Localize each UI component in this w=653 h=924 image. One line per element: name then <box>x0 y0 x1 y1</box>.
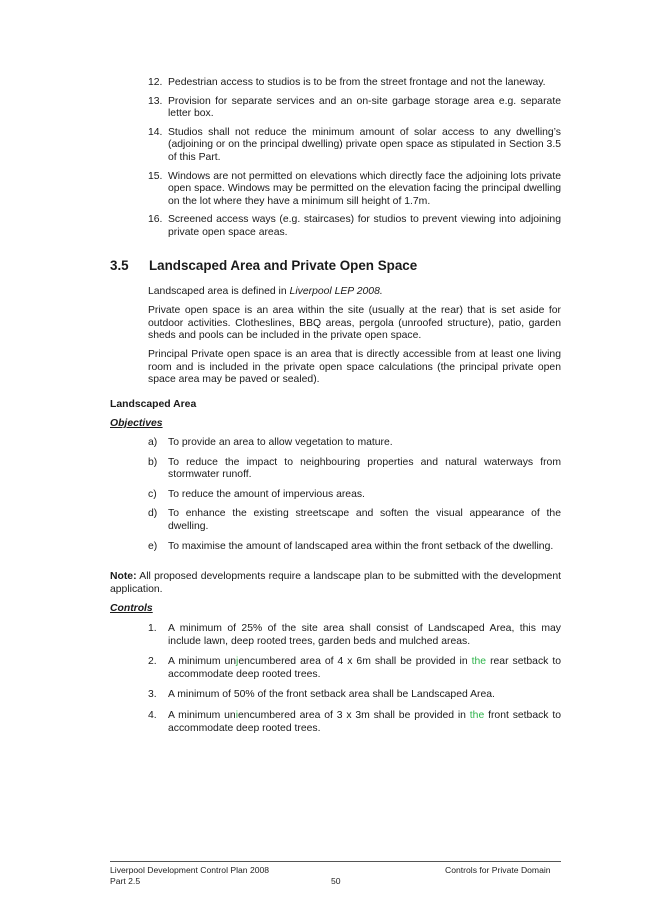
list-number: 13. <box>148 95 163 107</box>
list-text: To provide an area to allow vegetation to mature. <box>168 437 393 448</box>
list-item <box>148 96 561 121</box>
list-text: To maximise the amount of landscaped area within the front setback of the dwelling. <box>168 540 554 552</box>
list-text: Provision for separate services and an on-site garbage storage area e.g. separate letter box. <box>168 95 561 120</box>
list-letter: b) <box>148 456 158 468</box>
list-item <box>148 508 561 533</box>
definition-reference: Liverpool LEP 2008. <box>289 286 383 297</box>
footer-part: Part 2.5 <box>110 875 141 886</box>
definition-text: Landscaped area is defined in <box>148 286 290 297</box>
list-item <box>148 541 561 554</box>
footer-document-title: Liverpool Development Control Plan 2008 <box>110 865 270 875</box>
list-text: Pedestrian access to studios is to be from the street frontage and not the laneway. <box>168 77 546 88</box>
landscaped-area-heading: Landscaped Area <box>110 399 197 410</box>
list-text <box>168 656 561 680</box>
text-run: encumbered area of 4 x 6m shall be provided in <box>238 656 472 668</box>
text-run: rear setback to accommodate deep rooted trees. <box>168 656 561 680</box>
list-item <box>148 77 561 90</box>
list-text: Screened access ways (e.g. staircases) for studios to prevent viewing into adjoining private open space areas. <box>168 214 561 238</box>
list-number: 1. <box>148 623 157 634</box>
list-text: To reduce the impact to neighbouring properties and natural waterways from stormwater runoff. <box>168 456 561 481</box>
studio-controls-list <box>148 77 561 240</box>
list-item <box>148 171 561 209</box>
list-letter: d) <box>148 508 158 520</box>
list-item <box>148 457 561 482</box>
list-number: 16. <box>148 214 163 226</box>
list-text <box>168 710 561 734</box>
objectives-heading: Objectives <box>110 418 163 429</box>
list-letter: a) <box>148 437 158 448</box>
list-number: 4. <box>148 709 157 721</box>
definition-paragraph <box>148 286 561 299</box>
list-text: Studios shall not reduce the minimum amount of solar access to any dwelling’s (adjoining or on the principal dwelling) private open space as stipulated in Section 3.5 of this Part. <box>168 126 561 163</box>
list-item <box>148 214 561 239</box>
note-paragraph <box>110 571 561 596</box>
tracked-change-text: i <box>235 709 239 721</box>
list-text: A minimum of 50% of the front setback area shall be Landscaped Area. <box>168 689 495 701</box>
section-heading <box>110 258 417 273</box>
text-run: front setback to accommodate deep rooted trees. <box>168 709 561 734</box>
list-text: Windows are not permitted on elevations which directly face the adjoining lots private open space. Windows may be permitted on the elevation facing the principal dwelling on the lot where they have a minimum sill height of 1.7m. <box>168 170 561 207</box>
note-label: Note: <box>110 571 137 582</box>
list-number: 3. <box>148 689 157 701</box>
list-number: 15. <box>148 170 163 182</box>
list-letter: c) <box>148 488 157 500</box>
text-run: A minimum un <box>168 709 236 721</box>
page-number: 50 <box>331 876 341 886</box>
principal-private-open-space-paragraph: Principal Private open space is an area that is directly accessible from at least one living room and is included in the private open space calculations (the principal private open space area may be paved or sealed). <box>148 349 561 386</box>
controls-heading: Controls <box>110 603 153 614</box>
tracked-change-text: j <box>236 656 239 668</box>
list-item <box>148 489 561 502</box>
list-letter: e) <box>148 540 158 552</box>
list-item <box>148 710 561 735</box>
list-text: To enhance the existing streetscape and soften the visual appearance of the dwelling. <box>168 508 561 532</box>
list-text: A minimum of 25% of the site area shall consist of Landscaped Area, this may include lawn, deep rooted trees, garden beds and mulched areas. <box>168 623 561 647</box>
list-item <box>148 656 561 681</box>
tracked-change-text: the <box>471 656 487 668</box>
list-number: 14. <box>148 126 163 138</box>
section-title: Landscaped Area and Private Open Space <box>149 258 418 273</box>
text-run: A minimum un <box>168 656 237 668</box>
note-text: All proposed developments require a landscape plan to be submitted with the development application. <box>110 571 561 595</box>
section-number: 3.5 <box>110 258 129 273</box>
objectives-list <box>148 437 561 553</box>
list-item <box>148 437 561 450</box>
list-item <box>148 623 561 648</box>
controls-list <box>148 623 561 735</box>
footer-divider <box>110 861 561 862</box>
list-number: 12. <box>148 77 163 88</box>
list-item <box>148 127 561 165</box>
list-number: 2. <box>148 656 157 668</box>
list-item <box>148 689 561 702</box>
footer-right: Controls for Private Domain <box>445 865 551 875</box>
list-text: To reduce the amount of impervious areas. <box>168 488 365 500</box>
private-open-space-paragraph: Private open space is an area within the site (usually at the rear) that is set aside for outdoor activities. Clotheslines, BBQ areas, pergola (unroofed structure), patio, garden sheds and pools can be included in the private open space. <box>148 305 561 342</box>
text-run: encumbered area of 3 x 3m shall be provided in <box>238 709 470 721</box>
tracked-change-text: the <box>469 709 485 721</box>
footer-left <box>110 865 269 886</box>
